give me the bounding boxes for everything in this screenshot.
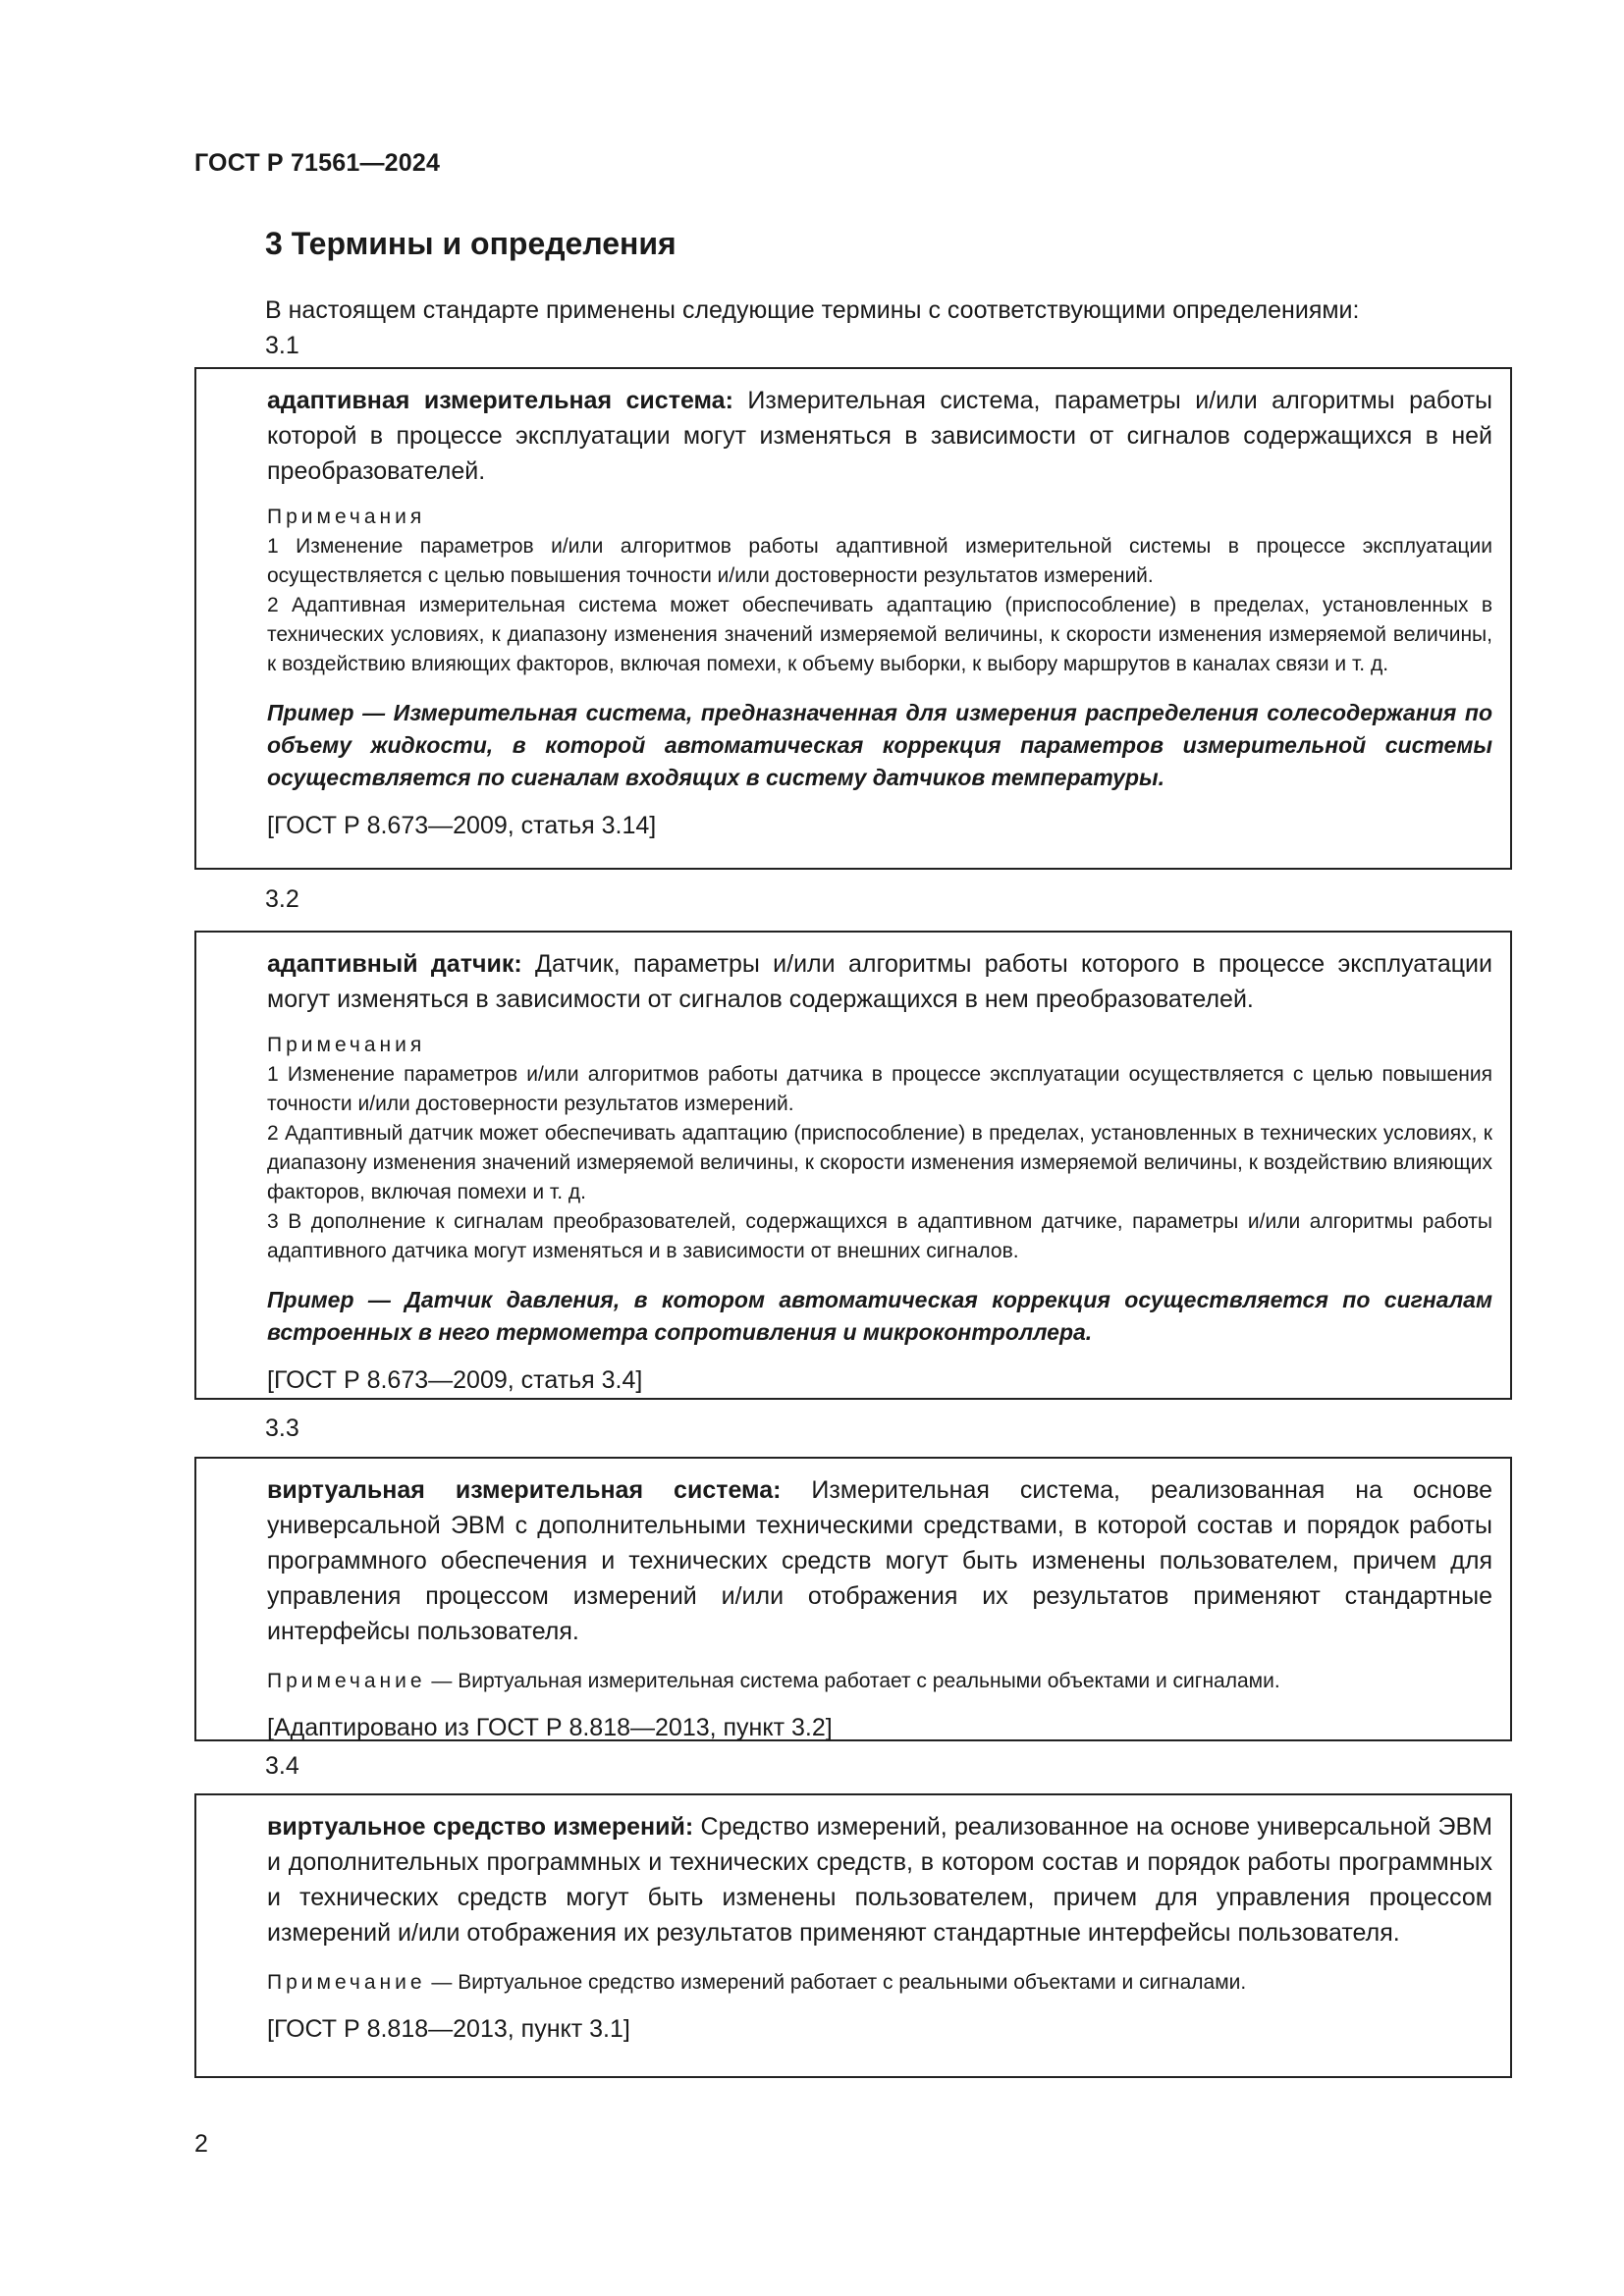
term-definition [267, 383, 1492, 489]
note-text: — Виртуальное средство измерений работает с реальными объектами и сигналами. [425, 1971, 1247, 1994]
term-box [194, 367, 1512, 870]
term-definition [267, 946, 1492, 1017]
term-number: 3.1 [265, 332, 299, 359]
definition-text: Средство измерений, реализованное на основе универсальной ЭВМ и дополнительных программных и технических средств, в котором состав и порядок работы программных и технических средств могут быть изменены пользователем, причем для управления процессом измерений и/или отображения их результатов применяют стандартные интерфейсы пользователя. [267, 1813, 1492, 1947]
note [267, 1667, 1492, 1696]
section-title: 3 Термины и определения [265, 226, 677, 261]
note-item: 2 Адаптивный датчик может обеспечивать адаптацию (приспособление) в пределах, установленных в технических условиях, к диапазону изменения значений измеряемой величины, к скорости изменения измеряемой величины, к воздействию влияющих факторов, включая помехи и т. д. [267, 1122, 1492, 1203]
definition-text: Датчик, параметры и/или алгоритмы работы которого в процессе эксплуатации могут изменяться в зависимости от сигналов содержащихся в нем преобразователей. [267, 950, 1492, 1013]
term-name: виртуальное средство измерений: [267, 1813, 694, 1841]
definition-text: Измерительная система, реализованная на основе универсальной ЭВМ с дополнительными техническими средствами, в которой состав и порядок работы программного обеспечения и технических средств могут быть изменены пользователем, причем для управления процессом измерений и/или отображения их результатов применяют стандартные интерфейсы пользователя. [267, 1476, 1492, 1645]
note-text: — Виртуальная измерительная система работает с реальными объектами и сигналами. [425, 1670, 1280, 1692]
note-label: Примечание [267, 1971, 426, 1994]
notes-title: Примечания [267, 1034, 426, 1056]
source-reference: [ГОСТ Р 8.673—2009, статья 3.14] [267, 812, 657, 839]
term-definition [267, 1809, 1492, 1950]
document-code: ГОСТ Р 71561—2024 [194, 149, 441, 177]
page-number: 2 [194, 2130, 208, 2158]
source-reference: [ГОСТ Р 8.818—2013, пункт 3.1] [267, 2015, 630, 2043]
note-label: Примечание [267, 1670, 426, 1692]
note-item: 3 В дополнение к сигналам преобразователей, содержащихся в адаптивном датчике, параметры и/или алгоритмы работы адаптивного датчика могут изменяться и в зависимости от внешних сигналов. [267, 1210, 1492, 1262]
term-number: 3.3 [265, 1415, 299, 1442]
term-definition [267, 1472, 1492, 1649]
note-item: 2 Адаптивная измерительная система может обеспечивать адаптацию (приспособление) в пределах, установленных в технических условиях, к диапазону изменения значений измеряемой величины, к скорости изменения измеряемой величины, к воздействию влияющих факторов, включая помехи, к объему выборки, к выбору маршрутов в каналах связи и т. д. [267, 594, 1492, 675]
term-box [194, 1793, 1512, 2078]
term-number: 3.2 [265, 885, 299, 913]
term-box [194, 1457, 1512, 1741]
definition-text: Измерительная система, параметры и/или алгоритмы работы которой в процессе эксплуатации могут изменяться в зависимости от сигналов содержащихся в ней преобразователей. [267, 387, 1492, 485]
example-text: Пример — Измерительная система, предназначенная для измерения распределения солесодержания по объему жидкости, в которой автоматическая коррекция параметров измерительной системы осуществляется по сигналам входящих в систему датчиков температуры. [267, 700, 1492, 790]
source-reference: [ГОСТ Р 8.673—2009, статья 3.4] [267, 1366, 643, 1394]
term-name: адаптивный датчик: [267, 950, 522, 978]
term-name: виртуальная измерительная система: [267, 1476, 782, 1504]
note [267, 1968, 1492, 1998]
term-name: адаптивная измерительная система: [267, 387, 733, 414]
term-number: 3.4 [265, 1752, 299, 1780]
example-text: Пример — Датчик давления, в котором автоматическая коррекция осуществляется по сигналам встроенных в него термометра сопротивления и микроконтроллера. [267, 1287, 1492, 1345]
term-box [194, 931, 1512, 1400]
source-reference: [Адаптировано из ГОСТ Р 8.818—2013, пункт 3.2] [267, 1714, 833, 1741]
section-intro: В настоящем стандарте применены следующие термины с соответствующими определениями: [265, 296, 1360, 324]
note-item: 1 Изменение параметров и/или алгоритмов работы датчика в процессе эксплуатации осуществляется с целью повышения точности и/или достоверности результатов измерений. [267, 1063, 1492, 1115]
notes-title: Примечания [267, 506, 426, 528]
note-item: 1 Изменение параметров и/или алгоритмов работы адаптивной измерительной системы в процессе эксплуатации осуществляется с целью повышения точности и/или достоверности результатов измерений. [267, 535, 1492, 587]
